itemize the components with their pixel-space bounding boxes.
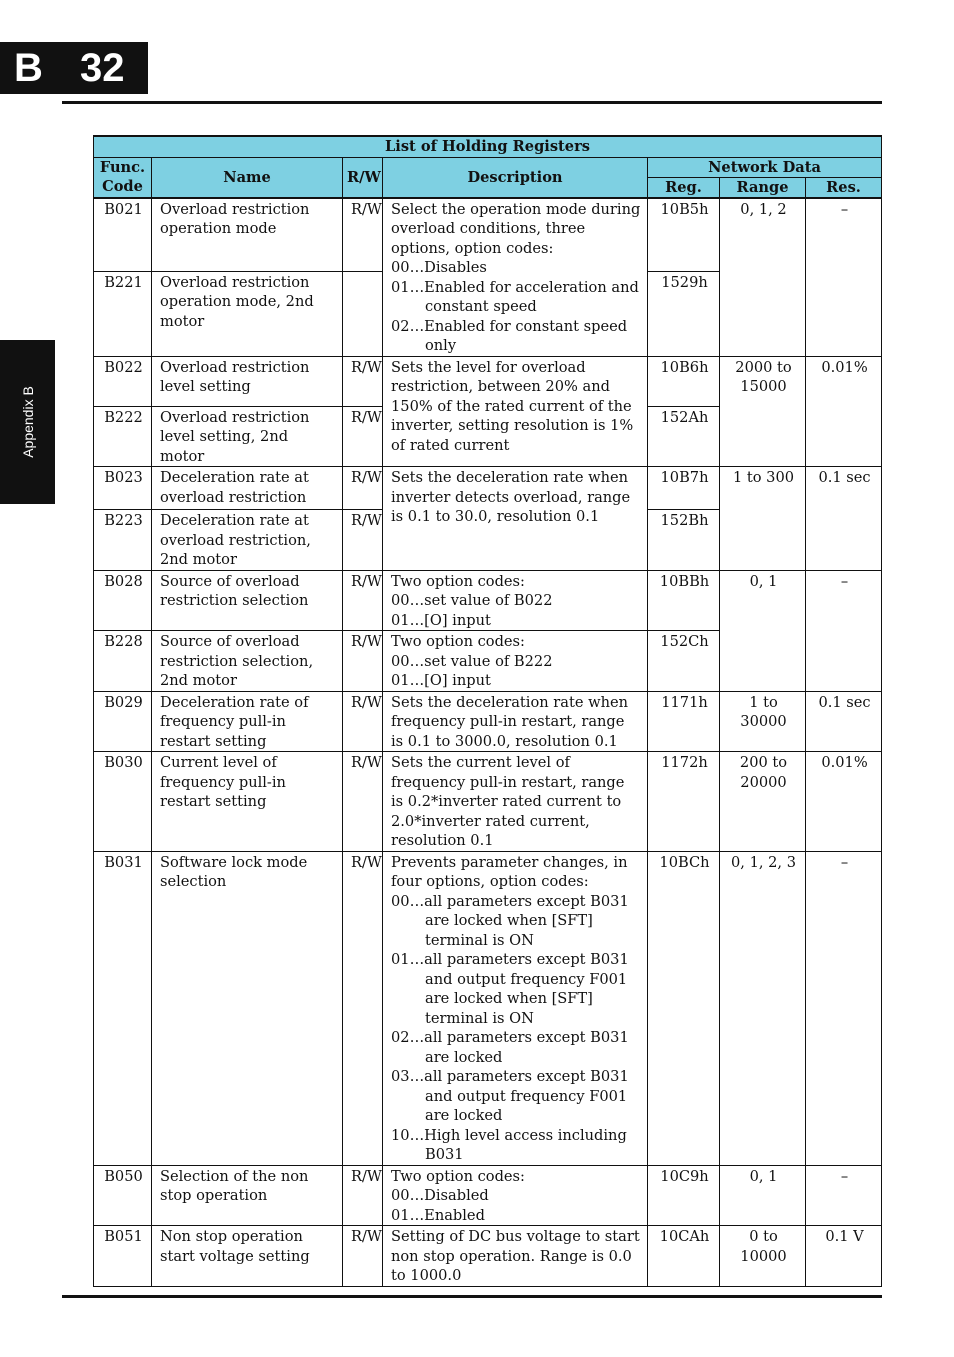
header-reg: Reg. — [648, 177, 720, 198]
resolution: 0.01% — [806, 356, 882, 467]
description: Sets the level for overload restriction, between 20% and 150% of the rated current of the inverter, setting resolution is 1% of rated current — [383, 356, 648, 467]
register-name: Overload restriction level setting, 2nd motor — [152, 406, 343, 467]
register-name: Selection of the non stop operation — [152, 1165, 343, 1226]
func-code: B223 — [94, 510, 152, 571]
table-title: List of Holding Registers — [94, 136, 882, 157]
header-description: Description — [383, 157, 648, 198]
description: Two option codes: 00…set value of B022 01…[O] input — [383, 570, 648, 631]
rw: R/W — [343, 467, 383, 510]
register-address: 10BCh — [648, 851, 720, 1165]
rw: R/W — [343, 1165, 383, 1226]
resolution: – — [806, 198, 882, 357]
rw: R/W — [343, 510, 383, 571]
header-res: Res. — [806, 177, 882, 198]
register-name: Current level of frequency pull-in restart setting — [152, 752, 343, 852]
resolution: – — [806, 1165, 882, 1226]
rw — [343, 271, 383, 356]
table-row — [94, 1165, 882, 1226]
register-address: 152Ch — [648, 631, 720, 692]
func-code: B031 — [94, 851, 152, 1165]
rw: R/W — [343, 752, 383, 852]
resolution: 0.1 V — [806, 1226, 882, 1287]
description: Select the operation mode during overload conditions, three options, option codes: 00…Disables 01…Enabled for acceleration and constant speed 02…Enabled for constant speed only — [383, 198, 648, 357]
table-row — [94, 467, 882, 510]
func-code: B028 — [94, 570, 152, 631]
func-code: B023 — [94, 467, 152, 510]
description: Two option codes: 00…set value of B222 01…[O] input — [383, 631, 648, 692]
register-address: 10C9h — [648, 1165, 720, 1226]
range: 0, 1 — [720, 570, 806, 691]
range: 1 to 30000 — [720, 691, 806, 752]
range: 0, 1 — [720, 1165, 806, 1226]
section-letter: B — [14, 46, 43, 90]
header-network-data: Network Data — [648, 157, 882, 177]
rw: R/W — [343, 851, 383, 1165]
rw: R/W — [343, 691, 383, 752]
register-name: Source of overload restriction selection, 2nd motor — [152, 631, 343, 692]
resolution: 0.01% — [806, 752, 882, 852]
register-address: 10B7h — [648, 467, 720, 510]
func-code: B029 — [94, 691, 152, 752]
register-address: 1529h — [648, 271, 720, 356]
register-address: 10BBh — [648, 570, 720, 631]
header-range: Range — [720, 177, 806, 198]
register-name: Software lock mode selection — [152, 851, 343, 1165]
func-code: B051 — [94, 1226, 152, 1287]
func-code: B050 — [94, 1165, 152, 1226]
register-name: Deceleration rate at overload restriction, 2nd motor — [152, 510, 343, 571]
rw: R/W — [343, 570, 383, 631]
range: 200 to 20000 — [720, 752, 806, 852]
register-address: 10B6h — [648, 356, 720, 406]
func-code: B222 — [94, 406, 152, 467]
table-row — [94, 851, 882, 1165]
page-number: 32 — [80, 46, 125, 90]
range: 0, 1, 2 — [720, 198, 806, 357]
rw: R/W — [343, 406, 383, 467]
func-code: B228 — [94, 631, 152, 692]
register-name: Non stop operation start voltage setting — [152, 1226, 343, 1287]
table-row — [94, 691, 882, 752]
register-name: Overload restriction operation mode, 2nd motor — [152, 271, 343, 356]
func-code: B022 — [94, 356, 152, 406]
rw: R/W — [343, 1226, 383, 1287]
register-name: Deceleration rate of frequency pull-in restart setting — [152, 691, 343, 752]
resolution: 0.1 sec — [806, 691, 882, 752]
header-rw: R/W — [343, 157, 383, 198]
table-row — [94, 1226, 882, 1287]
table-row — [94, 198, 882, 272]
header-func-code: Func. Code — [94, 157, 152, 198]
resolution: – — [806, 851, 882, 1165]
table-row — [94, 570, 882, 631]
side-tab — [0, 340, 55, 504]
rw: R/W — [343, 198, 383, 272]
register-name: Source of overload restriction selection — [152, 570, 343, 631]
rw: R/W — [343, 631, 383, 692]
register-address: 1172h — [648, 752, 720, 852]
register-name: Overload restriction level setting — [152, 356, 343, 406]
range: 0 to 10000 — [720, 1226, 806, 1287]
range: 2000 to 15000 — [720, 356, 806, 467]
register-address: 152Bh — [648, 510, 720, 571]
header-name: Name — [152, 157, 343, 198]
func-code: B021 — [94, 198, 152, 272]
description: Setting of DC bus voltage to start non stop operation. Range is 0.0 to 1000.0 — [383, 1226, 648, 1287]
register-name: Overload restriction operation mode — [152, 198, 343, 272]
register-address: 1171h — [648, 691, 720, 752]
register-address: 10B5h — [648, 198, 720, 272]
side-tab-label: Appendix B — [19, 386, 36, 458]
description: Sets the deceleration rate when frequency pull-in restart, range is 0.1 to 3000.0, resolution 0.1 — [383, 691, 648, 752]
holding-registers-table — [93, 135, 882, 1287]
header-rule — [62, 101, 882, 104]
rw: R/W — [343, 356, 383, 406]
footer-rule — [62, 1295, 882, 1298]
func-code: B030 — [94, 752, 152, 852]
page-number-tab — [0, 42, 148, 94]
table-row — [94, 356, 882, 406]
resolution: 0.1 sec — [806, 467, 882, 571]
description: Sets the deceleration rate when inverter detects overload, range is 0.1 to 30.0, resolution 0.1 — [383, 467, 648, 571]
description: Prevents parameter changes, in four options, option codes: 00…all parameters except B031 are locked when [SFT] terminal is ON 01…all parameters except B031 and output frequency F001 are locked when [SFT] terminal is ON 02…all parameters except B031 are locked 03…all parameters except B031 and output frequency F001 are locked 10…High level access including B031 — [383, 851, 648, 1165]
register-name: Deceleration rate at overload restriction — [152, 467, 343, 510]
resolution: – — [806, 570, 882, 691]
func-code: B221 — [94, 271, 152, 356]
range: 1 to 300 — [720, 467, 806, 571]
register-address: 152Ah — [648, 406, 720, 467]
description: Sets the current level of frequency pull-in restart, range is 0.2*inverter rated current to 2.0*inverter rated current, resolution 0.1 — [383, 752, 648, 852]
register-address: 10CAh — [648, 1226, 720, 1287]
description: Two option codes: 00…Disabled 01…Enabled — [383, 1165, 648, 1226]
table-row — [94, 752, 882, 852]
range: 0, 1, 2, 3 — [720, 851, 806, 1165]
